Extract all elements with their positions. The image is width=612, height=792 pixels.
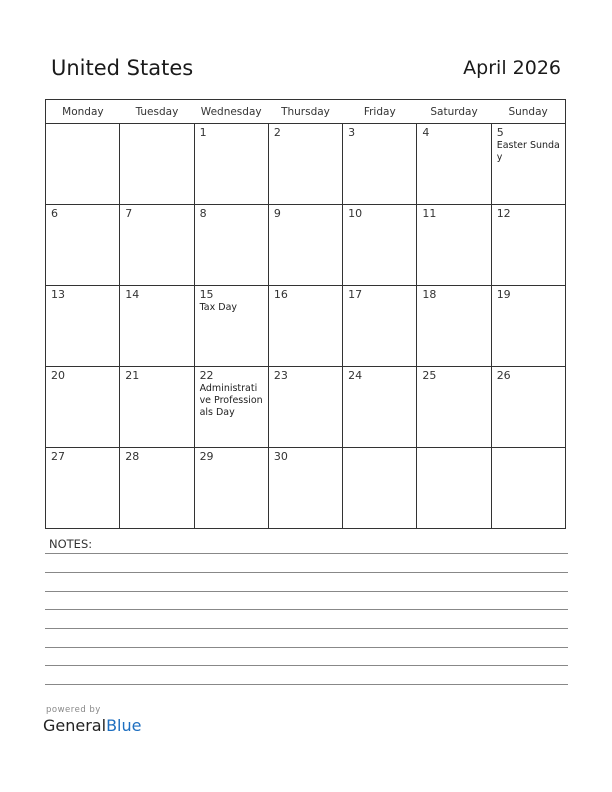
day-number: 11 xyxy=(422,207,437,220)
week-row xyxy=(46,286,566,367)
day-cell xyxy=(194,205,268,286)
day-number: 20 xyxy=(51,369,65,382)
day-number: 13 xyxy=(51,288,65,301)
holiday-label: Easter Sunday xyxy=(496,140,560,163)
notes-line xyxy=(45,572,568,573)
weekday-header: Friday xyxy=(343,100,417,124)
day-cell xyxy=(46,448,120,529)
notes-line xyxy=(45,684,568,685)
weekday-header: Sunday xyxy=(491,100,565,124)
day-cell xyxy=(194,367,268,448)
day-cell xyxy=(194,286,268,367)
weekday-header-row xyxy=(46,100,566,124)
day-number: 27 xyxy=(51,450,65,463)
country-title: United States xyxy=(51,56,194,80)
day-cell xyxy=(491,367,565,448)
day-cell xyxy=(343,367,417,448)
day-cell xyxy=(491,286,565,367)
day-number: 30 xyxy=(273,450,288,463)
notes-label: NOTES: xyxy=(49,537,93,551)
notes-line xyxy=(45,628,568,629)
week-row xyxy=(46,367,566,448)
day-cell xyxy=(417,367,491,448)
day-number: 16 xyxy=(273,288,288,301)
day-cell xyxy=(194,448,268,529)
day-number: 14 xyxy=(125,288,140,301)
day-cell xyxy=(120,448,194,529)
weekday-header: Saturday xyxy=(417,100,491,124)
week-row xyxy=(46,448,566,529)
notes-line xyxy=(45,665,568,666)
day-cell xyxy=(120,205,194,286)
day-cell xyxy=(343,448,417,529)
day-number: 8 xyxy=(199,207,207,220)
notes-line xyxy=(45,553,568,554)
day-number: 1 xyxy=(199,126,207,139)
holiday-label: Administrative Professionals Day xyxy=(199,383,263,418)
weekday-header: Tuesday xyxy=(120,100,194,124)
day-number: 25 xyxy=(422,369,437,382)
brand-general: General xyxy=(43,716,107,735)
day-cell xyxy=(343,286,417,367)
day-number: 28 xyxy=(125,450,140,463)
weekday-header: Wednesday xyxy=(194,100,268,124)
day-cell xyxy=(343,205,417,286)
day-number: 4 xyxy=(422,126,430,139)
day-cell xyxy=(417,448,491,529)
day-number: 2 xyxy=(273,126,281,139)
powered-by-text: powered by xyxy=(46,705,101,715)
notes-line xyxy=(45,591,568,592)
day-cell xyxy=(120,124,194,205)
day-cell xyxy=(268,448,342,529)
notes-line xyxy=(45,609,568,610)
day-cell xyxy=(120,286,194,367)
day-cell xyxy=(194,124,268,205)
week-row xyxy=(46,124,566,205)
day-number: 18 xyxy=(422,288,437,301)
weekday-header: Thursday xyxy=(268,100,342,124)
week-row xyxy=(46,205,566,286)
day-number: 6 xyxy=(51,207,58,220)
day-number: 21 xyxy=(125,369,140,382)
day-number: 24 xyxy=(348,369,363,382)
day-cell xyxy=(491,124,565,205)
day-number: 12 xyxy=(496,207,511,220)
day-number: 22 xyxy=(199,369,214,382)
day-number: 29 xyxy=(199,450,214,463)
day-number: 23 xyxy=(273,369,288,382)
day-number: 26 xyxy=(496,369,511,382)
day-cell xyxy=(268,367,342,448)
day-number: 7 xyxy=(125,207,133,220)
calendar-grid xyxy=(45,99,566,529)
day-cell xyxy=(491,448,565,529)
day-number: 5 xyxy=(496,126,504,139)
day-cell xyxy=(268,286,342,367)
weekday-header: Monday xyxy=(46,100,120,124)
day-number: 15 xyxy=(199,288,214,301)
day-cell xyxy=(417,205,491,286)
day-cell xyxy=(417,124,491,205)
day-number: 10 xyxy=(348,207,363,220)
day-cell xyxy=(46,205,120,286)
day-cell xyxy=(343,124,417,205)
day-cell xyxy=(417,286,491,367)
day-cell xyxy=(120,367,194,448)
day-number: 3 xyxy=(348,126,356,139)
holiday-label: Tax Day xyxy=(199,302,238,313)
brand-blue: Blue xyxy=(106,716,142,735)
day-cell xyxy=(268,124,342,205)
day-cell xyxy=(46,367,120,448)
day-cell xyxy=(46,124,120,205)
day-number: 9 xyxy=(273,207,281,220)
day-cell xyxy=(268,205,342,286)
notes-line xyxy=(45,647,568,648)
day-number: 17 xyxy=(348,288,363,301)
generalblue-logo xyxy=(43,716,141,735)
day-cell xyxy=(491,205,565,286)
month-title: April 2026 xyxy=(463,57,561,79)
day-cell xyxy=(46,286,120,367)
day-number: 19 xyxy=(496,288,511,301)
